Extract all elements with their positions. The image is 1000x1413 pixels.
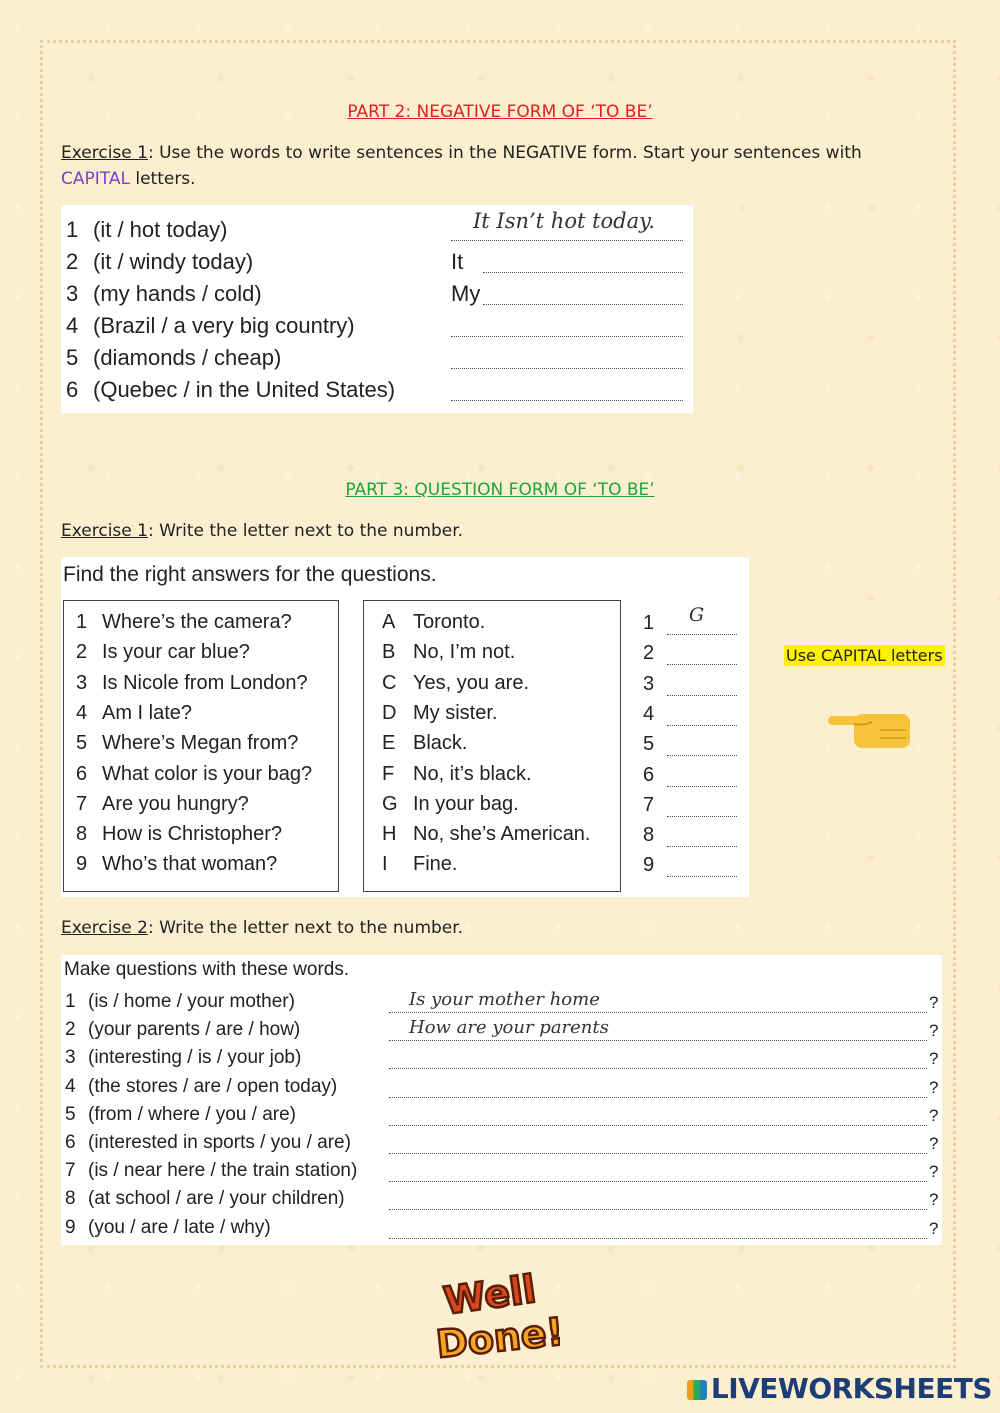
question-mark: ? (929, 1162, 939, 1182)
answer-value: It Isn’t hot today. (473, 209, 655, 233)
answer-field[interactable] (451, 375, 683, 401)
answer-field[interactable] (451, 343, 683, 369)
question-text: What color is your bag? (102, 762, 313, 785)
item-number: 1 (66, 217, 79, 242)
negative-item-row (61, 371, 693, 403)
response-field[interactable] (643, 764, 739, 794)
question-number: 9 (76, 853, 88, 876)
response-field[interactable] (643, 854, 739, 884)
answer-option-row (382, 611, 617, 641)
make-questions-panel (61, 955, 942, 1245)
response-number: 3 (643, 672, 655, 695)
question-number: 5 (76, 732, 88, 755)
answer-line (451, 368, 683, 369)
question-number: 3 (76, 671, 88, 694)
question-number: 2 (76, 641, 88, 664)
answer-field[interactable] (389, 1012, 927, 1013)
answer-field[interactable] (451, 279, 683, 305)
question-number: 6 (76, 762, 88, 785)
answer-prefix: My (451, 281, 481, 306)
answer-text: Black. (413, 732, 468, 755)
brand-logo: LIVEWORKSHEETS (0, 1372, 1000, 1405)
answer-option-row (382, 793, 617, 823)
response-line (667, 846, 737, 847)
response-line (667, 634, 737, 635)
make-question-row (61, 1215, 942, 1243)
question-row (76, 853, 331, 883)
answer-option-row (382, 732, 617, 762)
item-number: 3 (66, 281, 79, 306)
item-number: 2 (66, 249, 79, 274)
negative-item-row (61, 307, 693, 339)
answer-line (483, 304, 683, 305)
response-number: 2 (643, 642, 655, 665)
answer-letter: A (382, 611, 396, 633)
question-mark: ? (929, 1134, 939, 1153)
item-number: 4 (66, 313, 79, 338)
response-line (667, 695, 737, 696)
matching-heading: Find the right answers for the questions. (63, 563, 437, 586)
make-question-row (61, 1130, 942, 1158)
response-field[interactable] (643, 642, 739, 672)
response-number: 1 (643, 612, 655, 634)
question-text: Is Nicole from London? (102, 671, 308, 694)
item-prompt: (Quebec / in the United States) (93, 377, 396, 402)
question-row (76, 823, 331, 853)
answer-option-row (382, 641, 617, 671)
pointing-hand-icon (826, 708, 912, 752)
answer-field[interactable] (389, 1238, 927, 1239)
response-number: 4 (643, 702, 655, 725)
response-field[interactable] (643, 824, 739, 854)
item-prompt: (it / windy today) (93, 249, 254, 274)
question-text: Who’s that woman? (102, 853, 278, 876)
question-row (76, 702, 331, 732)
question-text: Are you hungry? (102, 792, 249, 815)
response-line (667, 816, 737, 817)
question-number: 8 (76, 823, 88, 846)
response-field[interactable] (643, 604, 739, 642)
response-field[interactable] (643, 673, 739, 703)
question-row (76, 611, 331, 641)
answer-line (483, 272, 683, 273)
item-number: 7 (65, 1160, 76, 1182)
item-prompt: (you / are / late / why) (88, 1216, 271, 1238)
response-number: 9 (643, 854, 655, 877)
negative-exercise-panel (61, 205, 693, 413)
answer-letter: C (382, 671, 397, 694)
negative-item-row (61, 211, 693, 243)
negative-item-row (61, 339, 693, 371)
question-row (76, 763, 331, 793)
question-text: Where’s Megan from? (102, 732, 299, 755)
make-question-row (61, 1045, 942, 1073)
item-number: 5 (66, 345, 79, 370)
answer-field[interactable] (389, 1209, 927, 1210)
question-mark: ? (929, 993, 939, 1012)
response-line (667, 664, 737, 665)
item-prompt: (is / near here / the train station) (88, 1160, 358, 1182)
item-number: 3 (65, 1047, 76, 1069)
answer-option-row (382, 702, 617, 732)
item-prompt: (interesting / is / your job) (88, 1047, 302, 1069)
answer-letter: E (382, 732, 396, 755)
question-text: Is your car blue? (102, 641, 250, 664)
item-prompt: (is / home / your mother) (88, 991, 295, 1012)
capital-letters-note: Use CAPITAL letters (786, 646, 943, 665)
response-number: 7 (643, 793, 655, 816)
response-line (667, 876, 737, 877)
response-field[interactable] (643, 703, 739, 733)
item-prompt: (Brazil / a very big country) (93, 313, 355, 338)
question-row (76, 672, 331, 702)
answer-field[interactable] (451, 311, 683, 337)
answer-letter: F (382, 762, 395, 785)
part3-ex1-instruction: Exercise 1: Write the letter next to the number. (61, 521, 464, 541)
part3-title: PART 3: QUESTION FORM OF ‘TO BE’ (345, 480, 655, 500)
answer-prefix: It (451, 249, 464, 274)
response-number: 6 (643, 763, 655, 786)
response-line (667, 725, 737, 726)
response-field[interactable] (643, 733, 739, 763)
answer-field[interactable] (389, 1068, 927, 1069)
make-question-row (61, 1186, 942, 1214)
item-number: 1 (65, 991, 76, 1012)
question-number: 4 (76, 701, 88, 724)
question-mark: ? (929, 1077, 939, 1097)
well-done-word-1: Well (440, 1268, 539, 1324)
exercise-label: Exercise 1 (61, 143, 148, 163)
make-question-row (61, 989, 942, 1017)
answer-text: No, it’s black. (413, 762, 532, 785)
matching-exercise-panel (61, 557, 749, 897)
item-number: 4 (65, 1075, 76, 1097)
response-line (667, 786, 737, 787)
make-question-row (61, 1074, 942, 1102)
item-prompt: (at school / are / your children) (88, 1188, 345, 1210)
answer-line (451, 400, 683, 401)
answer-letter: H (382, 823, 397, 846)
answer-field[interactable] (389, 1181, 927, 1182)
item-number: 9 (65, 1216, 76, 1238)
item-prompt: (my hands / cold) (93, 281, 262, 306)
part2-title: PART 2: NEGATIVE FORM OF ‘TO BE’ (347, 102, 653, 122)
part2-instruction: Exercise 1: Use the words to write sentences in the NEGATIVE form. Start your sentences with CAPITAL letters. (61, 143, 862, 189)
brand-mark-icon (687, 1380, 707, 1400)
item-prompt: (interested in sports / you / are) (88, 1132, 351, 1153)
answer-option-row (382, 853, 617, 883)
response-field[interactable] (643, 794, 739, 824)
question-number: 7 (76, 792, 88, 815)
question-text: Am I late? (102, 701, 193, 724)
answer-line (451, 336, 683, 337)
answer-value: How are your parents (409, 1017, 609, 1039)
question-text: Where’s the camera? (102, 611, 292, 633)
make-questions-heading: Make questions with these words. (64, 959, 350, 980)
answer-field[interactable] (389, 1125, 927, 1126)
response-number: 5 (643, 733, 655, 756)
well-done-sticker (430, 1268, 560, 1364)
item-number: 6 (66, 377, 79, 402)
negative-item-row (61, 275, 693, 307)
item-prompt: (from / where / you / are) (88, 1103, 297, 1125)
item-number: 8 (65, 1188, 76, 1210)
answer-letter: I (382, 853, 388, 876)
answers-box (363, 600, 621, 892)
item-number: 6 (65, 1132, 76, 1153)
answer-option-row (382, 672, 617, 702)
make-question-row (61, 1158, 942, 1186)
response-value: G (689, 604, 705, 626)
item-number: 2 (65, 1019, 76, 1041)
response-number: 8 (643, 824, 655, 847)
make-question-row (61, 1102, 942, 1130)
question-mark: ? (929, 1190, 939, 1210)
question-row (76, 793, 331, 823)
answer-letter: B (382, 641, 396, 664)
answer-text: Toronto. (413, 611, 486, 633)
item-prompt: (your parents / are / how) (88, 1019, 301, 1041)
question-row (76, 732, 331, 762)
question-row (76, 641, 331, 671)
answer-text: No, she’s American. (413, 823, 591, 846)
answer-field[interactable] (389, 1040, 927, 1041)
answer-text: Fine. (413, 853, 458, 876)
question-mark: ? (929, 1218, 939, 1238)
answer-line (451, 240, 683, 241)
make-question-row (61, 1017, 942, 1045)
answer-option-row (382, 823, 617, 853)
negative-item-row (61, 243, 693, 275)
answer-text: Yes, you are. (413, 671, 530, 694)
answer-value: Is your mother home (409, 989, 600, 1010)
question-text: How is Christopher? (102, 823, 283, 846)
answer-option-row (382, 763, 617, 793)
answer-field[interactable] (389, 1153, 927, 1154)
question-number: 1 (76, 611, 88, 633)
answer-letter: D (382, 701, 397, 724)
answer-field[interactable] (451, 209, 683, 241)
question-mark: ? (929, 1049, 939, 1069)
answer-text: My sister. (413, 701, 498, 724)
well-done-word-2: Done! (434, 1309, 560, 1364)
answer-letter: G (382, 792, 398, 815)
answer-text: In your bag. (413, 792, 519, 815)
response-line (667, 755, 737, 756)
question-mark: ? (929, 1105, 939, 1125)
answer-field[interactable] (389, 1097, 927, 1098)
questions-box (63, 600, 339, 892)
item-prompt: (diamonds / cheap) (93, 345, 282, 370)
answer-text: No, I’m not. (413, 641, 516, 664)
part3-ex2-instruction: Exercise 2: Write the letter next to the number. (61, 918, 464, 938)
answer-field[interactable] (451, 247, 683, 273)
question-mark: ? (929, 1021, 939, 1041)
item-prompt: (the stores / are / open today) (88, 1075, 338, 1097)
item-prompt: (it / hot today) (93, 217, 228, 242)
item-number: 5 (65, 1103, 76, 1125)
